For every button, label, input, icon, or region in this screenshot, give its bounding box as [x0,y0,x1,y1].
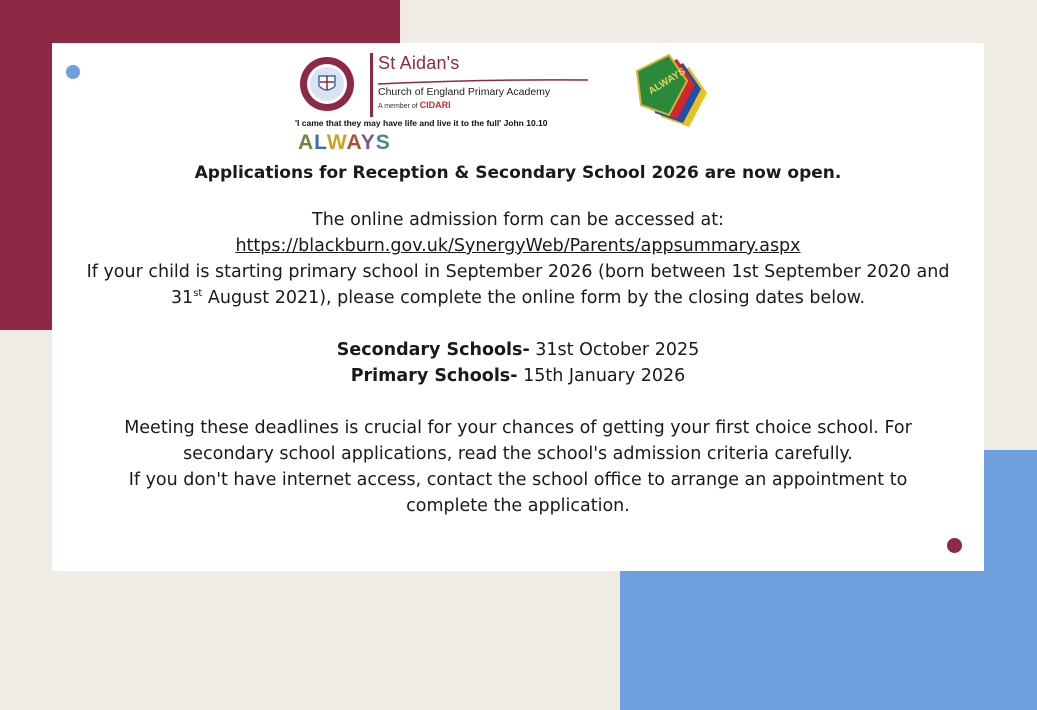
logo-divider [370,53,373,117]
internet-line1: If you don't have internet access, contact the school office to arrange an appointment to [128,470,908,490]
primary-date: 15th January 2026 [517,366,686,386]
notice-content [52,161,984,519]
primary-deadline [52,363,984,389]
primary-info-line1: If your child is starting primary school in September 2026 (born between 1st September 2020 and [86,262,950,282]
access-line: The online admission form can be accessed at: [312,210,724,230]
internet-line2: complete the application. [406,496,630,516]
decorative-blue-dot [66,65,80,79]
member-prefix: A member of [378,103,418,110]
notice-card [52,43,984,571]
logo-swoosh [378,79,588,85]
secondary-label: Secondary Schools- [336,340,530,360]
school-motto: 'I came that they may have life and live it to the full' John 10.10 [295,118,548,128]
always-letter: L [314,131,327,154]
secondary-date: 31st October 2025 [529,340,700,360]
primary-label: Primary Schools- [350,366,518,386]
school-name: St Aidan's [378,53,460,73]
school-seal-logo [299,56,355,112]
decorative-maroon-dot [947,538,962,553]
trust-membership [378,100,451,110]
headline: Applications for Reception & Secondary School 2026 are now open. [194,163,842,183]
always-letter: W [326,131,347,154]
badge-text: ALWAYS [646,66,688,98]
always-letter: Y [360,131,376,154]
always-letter: A [298,131,315,154]
deadline-line1: Meeting these deadlines is crucial for your chances of getting your first choice school. For [124,418,912,438]
secondary-deadline [52,337,984,363]
always-letter: S [375,131,391,154]
school-logo-text [370,53,590,119]
school-subtitle: Church of England Primary Academy [378,86,551,98]
always-shield-badge [627,53,713,139]
admission-form-link[interactable]: https://blackburn.gov.uk/SynergyWeb/Parents/appsummary.aspx [235,236,801,256]
primary-info-line2: 31st August 2021), please complete the online form by the closing dates below. [170,288,866,308]
always-wordmark [298,131,391,155]
always-letter: A [346,131,361,154]
member-brand: CIDARI [419,100,451,110]
deadline-line2: secondary school applications, read the school's admission criteria carefully. [183,444,853,464]
